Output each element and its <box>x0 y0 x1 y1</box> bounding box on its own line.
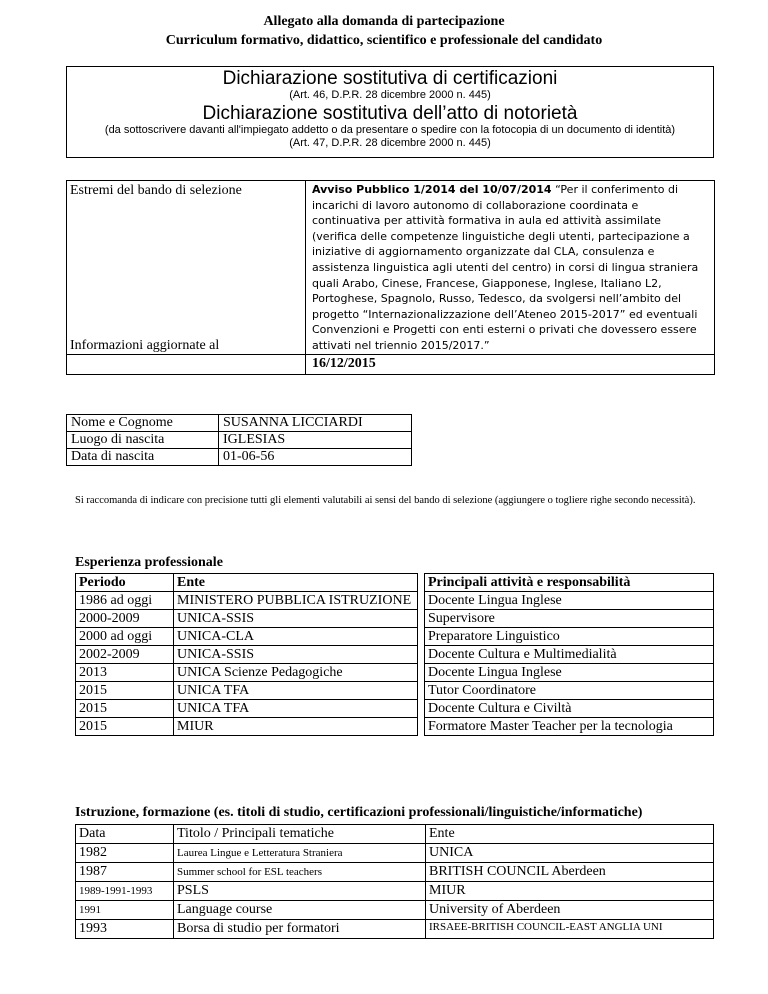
info-label-spacer <box>67 354 306 374</box>
column-header: Principali attività e responsabilità <box>425 574 714 592</box>
declaration-title-2: Dichiarazione sostitutiva dell’atto di notorietà <box>202 103 578 124</box>
table-header-row <box>76 574 714 592</box>
table-cell: MIUR <box>174 718 418 736</box>
personal-data-table <box>66 414 412 466</box>
name-value: SUSANNA LICCIARDI <box>219 415 412 432</box>
table-row <box>76 628 714 646</box>
bando-description <box>306 181 715 355</box>
table-header-row <box>76 825 714 844</box>
table-cell: PSLS <box>174 882 426 901</box>
education-title: Istruzione, formazione (es. titoli di studio, certificazioni professionali/linguistiche/informatiche) <box>75 805 643 820</box>
table-cell: 2015 <box>76 718 174 736</box>
info-label: Informazioni aggiornate al <box>67 332 306 354</box>
table-cell: Language course <box>174 901 426 920</box>
table-cell: UNICA TFA <box>174 700 418 718</box>
table-cell: Supervisore <box>425 610 714 628</box>
column-header: Periodo <box>76 574 174 592</box>
table-row <box>67 449 412 466</box>
table-cell: UNICA-SSIS <box>174 610 418 628</box>
table-cell: Docente Cultura e Multimedialità <box>425 646 714 664</box>
bando-table <box>66 180 715 375</box>
document-header <box>0 12 768 50</box>
table-cell: University of Aberdeen <box>426 901 714 920</box>
table-cell: 1987 <box>76 863 174 882</box>
table-row <box>76 844 714 863</box>
birthdate-label: Data di nascita <box>67 449 219 466</box>
table-cell: Borsa di studio per formatori <box>174 920 426 939</box>
table-row <box>76 920 714 939</box>
table-cell: IRSAEE-BRITISH COUNCIL-EAST ANGLIA UNI <box>426 920 714 939</box>
table-row <box>76 901 714 920</box>
birthplace-value: IGLESIAS <box>219 432 412 449</box>
table-row <box>76 664 714 682</box>
declaration-sub-1: (Art. 46, D.P.R. 28 dicembre 2000 n. 445) <box>289 89 491 101</box>
birthplace-label: Luogo di nascita <box>67 432 219 449</box>
table-row <box>76 863 714 882</box>
column-header: Ente <box>174 574 418 592</box>
table-cell: MINISTERO PUBBLICA ISTRUZIONE <box>174 592 418 610</box>
birthdate-value: 01-06-56 <box>219 449 412 466</box>
column-header: Data <box>76 825 174 844</box>
table-cell: 1991 <box>76 901 174 920</box>
table-row <box>67 432 412 449</box>
name-label: Nome e Cognome <box>67 415 219 432</box>
table-cell: Laurea Lingue e Letteratura Straniera <box>174 844 426 863</box>
info-date: 16/12/2015 <box>306 354 715 374</box>
table-row <box>76 718 714 736</box>
table-cell: 2015 <box>76 682 174 700</box>
table-cell: Summer school for ESL teachers <box>174 863 426 882</box>
table-row <box>76 646 714 664</box>
table-cell: 2013 <box>76 664 174 682</box>
table-row <box>76 610 714 628</box>
experience-title: Esperienza professionale <box>75 555 223 570</box>
table-cell: Tutor Coordinatore <box>425 682 714 700</box>
table-cell: 2015 <box>76 700 174 718</box>
table-cell: UNICA TFA <box>174 682 418 700</box>
table-cell: UNICA-SSIS <box>174 646 418 664</box>
table-cell: UNICA <box>426 844 714 863</box>
table-cell: Docente Lingua Inglese <box>425 664 714 682</box>
column-header: Ente <box>426 825 714 844</box>
table-cell: 2000 ad oggi <box>76 628 174 646</box>
table-row <box>76 882 714 901</box>
bando-avviso-text: “Per il conferimento di incarichi di lavoro autonomo di collaborazione coordinata e continuativa per attività formativa in aula ed attività assimilate (verifica delle competenze linguistiche degli utenti, partecipazione a iniziative di aggiornamento organizzate dal CLA, consulenza e assistenza linguistica agli utenti del centro) in corsi di lingua straniera quali Arabo, Cinese, Francese, Giapponese, Inglese, Italiano L2, Portoghese, Spagnolo, Russo, Tedesco, da svolgersi nell’ambito del progetto “Internazionalizzazione dell’Ateneo 2015-2017” ed eventuali Convenzioni e Progetti con enti esterni o privati che dovessero essere attivati nel triennio 2015/2017.” <box>312 183 699 352</box>
table-cell: 1989-1991-1993 <box>76 882 174 901</box>
instruction-note: Si raccomanda di indicare con precisione tutti gli elementi valutabili ai sensi del bando di selezione (aggiungere o togliere righe secondo necessità). <box>75 495 696 506</box>
bando-avviso-ref: Avviso Pubblico 1/2014 del 10/07/2014 <box>312 183 552 196</box>
table-row <box>67 415 412 432</box>
header-line-2: Curriculum formativo, didattico, scientifico e professionale del candidato <box>165 33 603 48</box>
table-cell: Preparatore Linguistico <box>425 628 714 646</box>
table-row <box>76 682 714 700</box>
column-header: Titolo / Principali tematiche <box>174 825 426 844</box>
declaration-title-1: Dichiarazione sostitutiva di certificazioni <box>222 68 558 89</box>
table-cell: Docente Lingua Inglese <box>425 592 714 610</box>
table-cell: 1993 <box>76 920 174 939</box>
header-line-1: Allegato alla domanda di partecipazione <box>263 14 505 29</box>
table-cell: 1986 ad oggi <box>76 592 174 610</box>
declaration-sub-2b: (Art. 47, D.P.R. 28 dicembre 2000 n. 445) <box>289 137 491 149</box>
table-cell: 1982 <box>76 844 174 863</box>
table-cell: UNICA-CLA <box>174 628 418 646</box>
declaration-box <box>66 66 714 158</box>
table-cell: BRITISH COUNCIL Aberdeen <box>426 863 714 882</box>
table-cell: Formatore Master Teacher per la tecnologia <box>425 718 714 736</box>
experience-table <box>75 573 714 736</box>
education-table <box>75 824 714 939</box>
table-cell: Docente Cultura e Civiltà <box>425 700 714 718</box>
table-cell: MIUR <box>426 882 714 901</box>
table-row <box>76 592 714 610</box>
declaration-sub-2a: (da sottoscrivere davanti all'impiegato addetto o da presentare o spedire con la fotocopia di un documento di identità) <box>104 124 676 136</box>
table-row <box>76 700 714 718</box>
table-cell: 2002-2009 <box>76 646 174 664</box>
table-cell: UNICA Scienze Pedagogiche <box>174 664 418 682</box>
table-cell: 2000-2009 <box>76 610 174 628</box>
bando-label: Estremi del bando di selezione <box>67 181 306 333</box>
